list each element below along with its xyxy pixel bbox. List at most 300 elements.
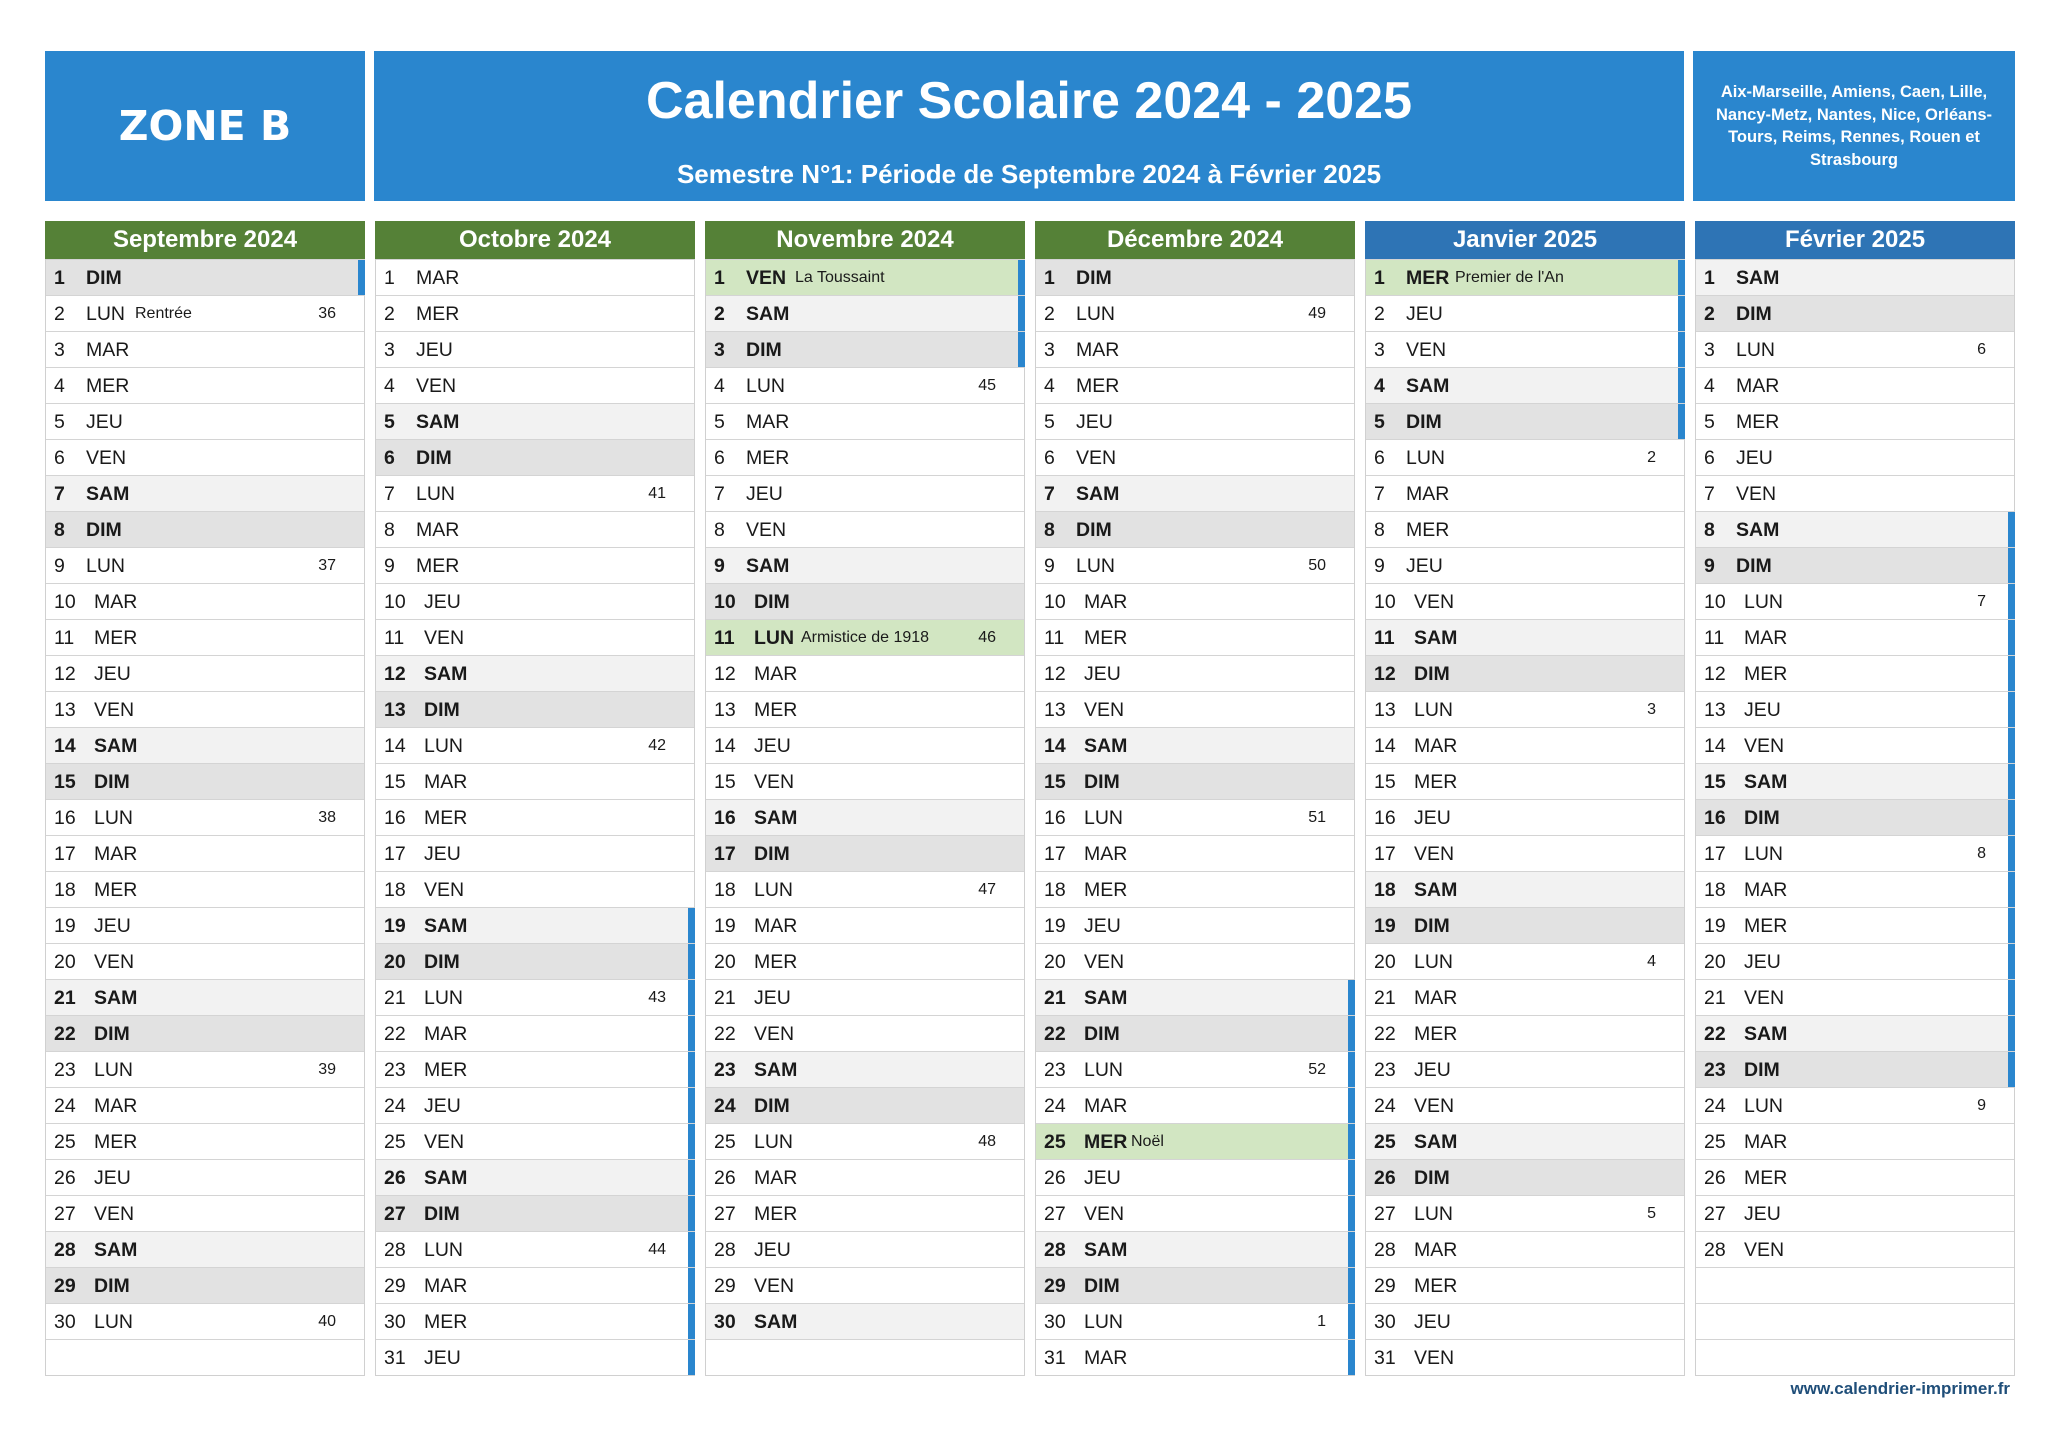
week-number: 4 — [1647, 953, 1656, 970]
day-number: 30 — [1374, 1311, 1396, 1333]
week-number: 2 — [1647, 449, 1656, 466]
weekday-name: SAM — [416, 411, 460, 433]
weekday-name: JEU — [94, 663, 131, 685]
day-number: 22 — [54, 1023, 76, 1045]
day-row — [46, 943, 364, 979]
weekday-name: VEN — [1744, 987, 1785, 1009]
day-row — [1366, 871, 1684, 907]
day-row — [46, 1303, 364, 1339]
weekday-name: LUN — [424, 1239, 464, 1261]
day-number: 30 — [714, 1311, 736, 1333]
day-number: 15 — [1044, 771, 1066, 793]
empty-row — [1696, 1339, 2014, 1375]
day-number: 7 — [1044, 483, 1055, 505]
weekday-name: MAR — [754, 1167, 798, 1189]
month-days — [1035, 259, 1355, 1376]
day-row — [706, 763, 1024, 799]
day-number: 18 — [714, 879, 736, 901]
weekday-name: MER — [94, 1131, 138, 1153]
month-days — [375, 259, 695, 1376]
day-row — [376, 547, 694, 583]
day-row — [46, 799, 364, 835]
weekday-name: MER — [1414, 771, 1458, 793]
empty-row — [1696, 1267, 2014, 1303]
day-number: 5 — [1044, 411, 1055, 433]
weekday-name: JEU — [1744, 699, 1781, 721]
day-number: 12 — [1044, 663, 1066, 685]
week-number: 52 — [1308, 1061, 1326, 1078]
weekday-name: SAM — [1414, 627, 1458, 649]
day-number: 9 — [54, 555, 65, 577]
footer-url[interactable]: www.calendrier-imprimer.fr — [1790, 1379, 2010, 1398]
day-row — [46, 619, 364, 655]
day-row — [1036, 727, 1354, 763]
week-number: 48 — [978, 1133, 996, 1150]
day-row — [1366, 799, 1684, 835]
day-number: 6 — [714, 447, 725, 469]
weekday-name: VEN — [754, 771, 795, 793]
day-row — [46, 1123, 364, 1159]
day-number: 23 — [714, 1059, 736, 1081]
day-row — [376, 403, 694, 439]
weekday-name: LUN — [1744, 1095, 1784, 1117]
day-row — [376, 583, 694, 619]
day-number: 2 — [54, 303, 65, 325]
holiday-label: Premier de l'An — [1455, 269, 1564, 286]
day-number: 4 — [1374, 375, 1385, 397]
day-row — [376, 799, 694, 835]
day-row — [1036, 1051, 1354, 1087]
weekday-name: DIM — [1084, 771, 1120, 793]
day-number: 10 — [1704, 591, 1726, 613]
day-number: 24 — [384, 1095, 406, 1117]
weekday-name: SAM — [94, 1239, 138, 1261]
weekday-name: MER — [1406, 519, 1450, 541]
month-header: Novembre 2024 — [705, 221, 1025, 259]
day-number: 16 — [1044, 807, 1066, 829]
day-number: 14 — [1374, 735, 1396, 757]
day-number: 17 — [1704, 843, 1726, 865]
day-number: 21 — [714, 987, 736, 1009]
day-row — [376, 979, 694, 1015]
day-row — [706, 367, 1024, 403]
day-row — [1366, 979, 1684, 1015]
day-number: 13 — [384, 699, 406, 721]
week-number: 42 — [648, 737, 666, 754]
day-number: 24 — [1374, 1095, 1396, 1117]
weekday-name: SAM — [1414, 1131, 1458, 1153]
weekday-name: MAR — [1084, 1095, 1128, 1117]
day-number: 14 — [1704, 735, 1726, 757]
day-row — [376, 439, 694, 475]
day-number: 29 — [384, 1275, 406, 1297]
day-number: 9 — [384, 555, 395, 577]
day-number: 1 — [1374, 267, 1385, 289]
weekday-name: DIM — [1076, 519, 1112, 541]
day-row — [46, 295, 364, 331]
day-row — [1036, 871, 1354, 907]
day-row — [1696, 439, 2014, 475]
day-row — [376, 1123, 694, 1159]
weekday-name: SAM — [94, 987, 138, 1009]
day-number: 10 — [384, 591, 406, 613]
weekday-name: LUN — [86, 303, 126, 325]
weekday-name: MER — [416, 555, 460, 577]
day-row — [1036, 1015, 1354, 1051]
day-number: 24 — [714, 1095, 736, 1117]
weekday-name: LUN — [754, 627, 795, 649]
day-row — [376, 619, 694, 655]
day-number: 3 — [1704, 339, 1715, 361]
day-row — [1366, 691, 1684, 727]
weekday-name: SAM — [1084, 987, 1128, 1009]
day-number: 22 — [1704, 1023, 1726, 1045]
day-row — [1696, 763, 2014, 799]
weekday-name: JEU — [1084, 1167, 1121, 1189]
day-row — [1696, 295, 2014, 331]
day-row — [706, 1267, 1024, 1303]
weekday-name: SAM — [746, 555, 790, 577]
weekday-name: DIM — [1414, 1167, 1450, 1189]
month-days — [45, 259, 365, 1376]
weekday-name: DIM — [1084, 1023, 1120, 1045]
weekday-name: SAM — [424, 663, 468, 685]
day-number: 9 — [1704, 555, 1715, 577]
weekday-name: VEN — [1744, 1239, 1785, 1261]
day-row — [1696, 655, 2014, 691]
weekday-name: MAR — [1414, 735, 1458, 757]
day-number: 8 — [384, 519, 395, 541]
zone-banner — [45, 51, 365, 201]
day-number: 29 — [1374, 1275, 1396, 1297]
weekday-name: LUN — [424, 987, 464, 1009]
day-number: 23 — [54, 1059, 76, 1081]
day-row — [1036, 1195, 1354, 1231]
day-number: 11 — [1044, 627, 1065, 649]
day-number: 25 — [1704, 1131, 1726, 1153]
holiday-label: La Toussaint — [795, 269, 885, 286]
day-row — [1366, 943, 1684, 979]
weekday-name: SAM — [1744, 771, 1788, 793]
weekday-name: VEN — [94, 1203, 135, 1225]
day-row — [376, 835, 694, 871]
weekday-name: JEU — [424, 843, 461, 865]
day-row — [706, 1123, 1024, 1159]
day-number: 11 — [1704, 627, 1725, 649]
day-row — [1696, 979, 2014, 1015]
weekday-name: DIM — [1736, 303, 1772, 325]
weekday-name: VEN — [86, 447, 127, 469]
day-row — [1366, 1231, 1684, 1267]
day-number: 7 — [1704, 483, 1715, 505]
weekday-name: MAR — [424, 771, 468, 793]
day-number: 12 — [1704, 663, 1726, 685]
day-row — [46, 907, 364, 943]
day-number: 22 — [714, 1023, 736, 1045]
day-row — [376, 1339, 694, 1375]
weekday-name: DIM — [424, 1203, 460, 1225]
day-number: 5 — [1374, 411, 1385, 433]
day-number: 25 — [1044, 1131, 1066, 1153]
day-number: 18 — [1044, 879, 1066, 901]
day-row — [1036, 835, 1354, 871]
weekday-name: JEU — [1414, 807, 1451, 829]
weekday-name: JEU — [754, 987, 791, 1009]
month-header: Décembre 2024 — [1035, 221, 1355, 259]
day-number: 21 — [1374, 987, 1396, 1009]
day-row — [1366, 475, 1684, 511]
day-number: 31 — [1044, 1347, 1066, 1369]
day-number: 1 — [54, 267, 65, 289]
weekday-name: VEN — [94, 699, 135, 721]
day-row — [1696, 1231, 2014, 1267]
weekday-name: MAR — [1084, 1347, 1128, 1369]
weekday-name: MER — [1736, 411, 1780, 433]
weekday-name: DIM — [416, 447, 452, 469]
weekday-name: LUN — [746, 375, 786, 397]
day-row — [376, 1267, 694, 1303]
cities-list: Aix-Marseille, Amiens, Caen, Lille, Nancy-Metz, Nantes, Nice, Orléans-Tours, Reims, Rennes, Rouen et Strasbourg — [1715, 83, 1992, 169]
weekday-name: DIM — [94, 1275, 130, 1297]
weekday-name: MER — [754, 1203, 798, 1225]
weekday-name: SAM — [1736, 519, 1780, 541]
day-number: 24 — [1044, 1095, 1066, 1117]
day-row — [376, 1015, 694, 1051]
weekday-name: SAM — [746, 303, 790, 325]
weekday-name: MER — [1406, 267, 1450, 289]
day-row — [1036, 907, 1354, 943]
weekday-name: JEU — [1076, 411, 1113, 433]
day-row — [1036, 367, 1354, 403]
day-number: 29 — [54, 1275, 76, 1297]
day-row — [46, 655, 364, 691]
day-row — [376, 763, 694, 799]
day-number: 13 — [54, 699, 76, 721]
week-number: 8 — [1977, 845, 1986, 862]
day-number: 8 — [1374, 519, 1385, 541]
day-number: 26 — [1374, 1167, 1396, 1189]
weekday-name: LUN — [754, 879, 794, 901]
day-number: 2 — [1374, 303, 1385, 325]
day-row — [706, 655, 1024, 691]
cities-banner — [1693, 51, 2015, 201]
weekday-name: VEN — [1076, 447, 1117, 469]
weekday-name: DIM — [94, 1023, 130, 1045]
day-number: 17 — [1044, 843, 1066, 865]
day-row — [1366, 547, 1684, 583]
day-number: 11 — [384, 627, 405, 649]
weekday-name: DIM — [754, 591, 790, 613]
day-row — [376, 1231, 694, 1267]
week-number: 41 — [648, 485, 666, 502]
day-row — [706, 259, 1024, 295]
weekday-name: JEU — [754, 1239, 791, 1261]
weekday-name: DIM — [1084, 1275, 1120, 1297]
week-number: 1 — [1317, 1313, 1326, 1330]
day-number: 17 — [1374, 843, 1396, 865]
day-row — [1366, 1339, 1684, 1375]
day-number: 24 — [1704, 1095, 1726, 1117]
weekday-name: MAR — [424, 1023, 468, 1045]
day-row — [1036, 583, 1354, 619]
day-row — [46, 1051, 364, 1087]
day-row — [706, 511, 1024, 547]
week-number: 7 — [1977, 593, 1986, 610]
day-number: 29 — [714, 1275, 736, 1297]
day-number: 6 — [384, 447, 395, 469]
day-row — [1696, 1015, 2014, 1051]
day-row — [1366, 1195, 1684, 1231]
weekday-name: DIM — [1744, 807, 1780, 829]
day-row — [1366, 1015, 1684, 1051]
day-number: 10 — [1044, 591, 1066, 613]
day-row — [706, 331, 1024, 367]
weekday-name: MER — [1744, 663, 1788, 685]
day-number: 19 — [1374, 915, 1396, 937]
day-number: 28 — [1044, 1239, 1066, 1261]
day-number: 18 — [1374, 879, 1396, 901]
day-number: 15 — [1704, 771, 1726, 793]
day-number: 28 — [1704, 1239, 1726, 1261]
day-row — [46, 511, 364, 547]
day-number: 4 — [1704, 375, 1715, 397]
day-row — [1366, 1159, 1684, 1195]
day-row — [46, 727, 364, 763]
day-row — [46, 403, 364, 439]
day-row — [1696, 691, 2014, 727]
day-row — [1036, 403, 1354, 439]
day-number: 1 — [1044, 267, 1055, 289]
day-number: 4 — [54, 375, 65, 397]
weekday-name: JEU — [1084, 663, 1121, 685]
day-number: 10 — [54, 591, 76, 613]
day-number: 30 — [54, 1311, 76, 1333]
day-row — [46, 835, 364, 871]
day-row — [706, 547, 1024, 583]
day-number: 26 — [1704, 1167, 1726, 1189]
month-column — [1365, 221, 1685, 1376]
day-row — [1696, 619, 2014, 655]
day-number: 7 — [384, 483, 395, 505]
day-number: 20 — [1374, 951, 1396, 973]
day-row — [706, 799, 1024, 835]
weekday-name: SAM — [86, 483, 130, 505]
day-number: 6 — [1374, 447, 1385, 469]
day-number: 17 — [714, 843, 736, 865]
day-number: 5 — [384, 411, 395, 433]
day-number: 11 — [714, 627, 735, 649]
day-number: 8 — [714, 519, 725, 541]
page-title: Calendrier Scolaire 2024 - 2025 — [645, 72, 1412, 130]
day-number: 5 — [54, 411, 65, 433]
day-row — [1036, 1159, 1354, 1195]
day-row — [376, 511, 694, 547]
day-row — [1696, 259, 2014, 295]
day-number: 27 — [1374, 1203, 1396, 1225]
day-number: 7 — [1374, 483, 1385, 505]
day-row — [1036, 1267, 1354, 1303]
weekday-name: MAR — [1084, 591, 1128, 613]
day-number: 6 — [54, 447, 65, 469]
weekday-name: MAR — [94, 843, 138, 865]
day-number: 27 — [384, 1203, 406, 1225]
weekday-name: MAR — [86, 339, 130, 361]
day-number: 14 — [384, 735, 406, 757]
day-row — [1036, 439, 1354, 475]
week-number: 6 — [1977, 341, 1986, 358]
day-number: 28 — [1374, 1239, 1396, 1261]
day-row — [706, 403, 1024, 439]
day-row — [1036, 331, 1354, 367]
weekday-name: MER — [1744, 915, 1788, 937]
day-row — [706, 583, 1024, 619]
day-row — [376, 943, 694, 979]
day-row — [706, 295, 1024, 331]
weekday-name: VEN — [1084, 1203, 1125, 1225]
day-row — [1036, 1339, 1354, 1375]
day-number: 5 — [714, 411, 725, 433]
day-number: 20 — [384, 951, 406, 973]
weekday-name: VEN — [1084, 699, 1125, 721]
weekday-name: MER — [746, 447, 790, 469]
day-number: 3 — [1044, 339, 1055, 361]
day-row — [1366, 655, 1684, 691]
day-row — [376, 871, 694, 907]
weekday-name: JEU — [94, 915, 131, 937]
weekday-name: VEN — [424, 879, 465, 901]
day-row — [1036, 1123, 1354, 1159]
weekday-name: JEU — [754, 735, 791, 757]
day-row — [1366, 619, 1684, 655]
day-row — [1696, 475, 2014, 511]
weekday-name: SAM — [94, 735, 138, 757]
day-row — [376, 331, 694, 367]
weekday-name: JEU — [746, 483, 783, 505]
weekday-name: VEN — [746, 519, 787, 541]
weekday-name: JEU — [1414, 1311, 1451, 1333]
day-row — [46, 1159, 364, 1195]
weekday-name: DIM — [1406, 411, 1442, 433]
day-number: 27 — [714, 1203, 736, 1225]
day-number: 29 — [1044, 1275, 1066, 1297]
week-number: 50 — [1308, 557, 1326, 574]
weekday-name: SAM — [1084, 735, 1128, 757]
day-number: 6 — [1704, 447, 1715, 469]
day-row — [1366, 1267, 1684, 1303]
day-number: 15 — [384, 771, 406, 793]
day-number: 19 — [1044, 915, 1066, 937]
week-number: 43 — [648, 989, 666, 1006]
week-number: 37 — [318, 557, 336, 574]
day-number: 2 — [714, 303, 725, 325]
day-row — [1366, 331, 1684, 367]
weekday-name: LUN — [1084, 1311, 1124, 1333]
day-number: 21 — [1044, 987, 1066, 1009]
day-row — [706, 1087, 1024, 1123]
weekday-name: JEU — [1414, 1059, 1451, 1081]
weekday-name: MAR — [94, 591, 138, 613]
day-number: 23 — [1704, 1059, 1726, 1081]
day-row — [46, 979, 364, 1015]
day-number: 23 — [1044, 1059, 1066, 1081]
day-row — [1696, 511, 2014, 547]
weekday-name: JEU — [1084, 915, 1121, 937]
weekday-name: MER — [754, 951, 798, 973]
day-row — [1036, 1231, 1354, 1267]
day-row — [1036, 619, 1354, 655]
weekday-name: MAR — [1084, 843, 1128, 865]
weekday-name: LUN — [424, 735, 464, 757]
